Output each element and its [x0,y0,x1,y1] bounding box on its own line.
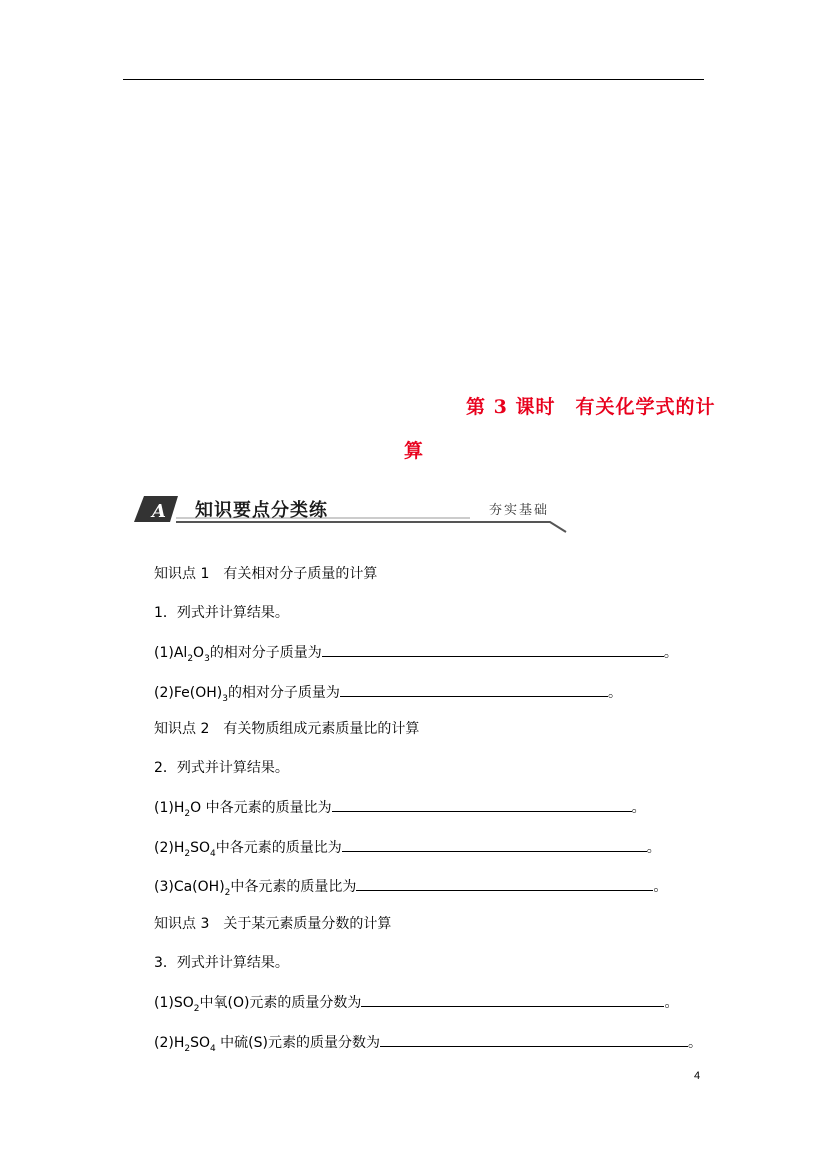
lesson-title-continued: 算 [404,440,424,462]
page-number: 4 [694,1070,701,1082]
knowledge-point-heading: 知识点 3 关于某元素质量分数的计算 [154,916,392,932]
question-stem: 1．列式并计算结果。 [154,605,289,621]
question-stem: 3．列式并计算结果。 [154,955,289,971]
knowledge-point-heading: 知识点 1 有关相对分子质量的计算 [154,566,378,582]
question-item: $(3)Ca(OH)_2$中各元素的质量比为 。 [154,879,668,898]
section-subtitle: 夯实基础 [489,503,550,518]
header-rule [123,79,704,80]
question-stem: 2．列式并计算结果。 [154,760,289,776]
answer-blank[interactable] [380,1033,688,1047]
question-item: $(2)H_2SO_4$中各元素的质量比为 。 [154,840,661,859]
question-item: $(1)Al_2O_3$的相对分子质量为 。 [154,645,678,664]
question-item: $(2)H_2SO_4$ 中硫(S)元素的质量分数为 。 [154,1035,702,1054]
section-title: 知识要点分类练 [195,500,328,521]
answer-blank[interactable] [340,683,608,697]
answer-blank[interactable] [342,838,647,852]
answer-blank[interactable] [361,993,664,1007]
lesson-title: 第 3 课时 有关化学式的计 [466,396,716,418]
knowledge-point-heading: 知识点 2 有关物质组成元素质量比的计算 [154,721,420,737]
question-item: $(1)SO_2$中氧(O)元素的质量分数为 。 [154,995,679,1014]
answer-blank[interactable] [332,798,632,812]
answer-blank[interactable] [356,877,653,891]
question-item: $(2)Fe(OH)_3$的相对分子质量为 。 [154,685,622,704]
section-badge: A [152,501,166,522]
question-item: $(1)H_2O$ 中各元素的质量比为 。 [154,800,646,819]
answer-blank[interactable] [322,643,664,657]
